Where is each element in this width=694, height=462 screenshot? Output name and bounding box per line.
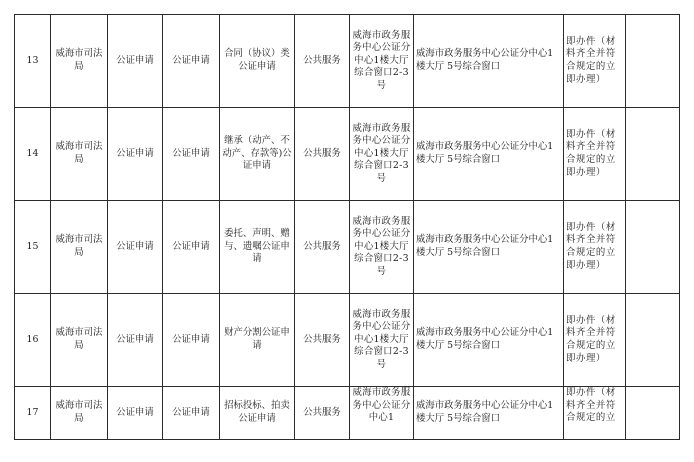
processing-note-cell: 即办件（材料齐全并符合规定的立即办理）	[564, 201, 626, 294]
department-cell: 威海市司法局	[51, 201, 108, 294]
service-table	[14, 14, 680, 440]
subcategory-cell: 公证申请	[163, 201, 220, 294]
item-name-cell: 合同（协议）类公证申请	[220, 15, 295, 108]
service-type-cell: 公共服务	[295, 387, 350, 440]
service-type-cell: 公共服务	[295, 15, 350, 108]
processing-note-cell: 即办件（材料齐全并符合规定的立即办理）	[564, 294, 626, 387]
service-type-cell: 公共服务	[295, 201, 350, 294]
department-cell: 威海市司法局	[51, 294, 108, 387]
item-name-cell: 招标投标、拍卖公证申请	[220, 387, 295, 440]
department-cell: 威海市司法局	[51, 15, 108, 108]
row-number: 15	[15, 201, 51, 294]
location-cell: 威海市政务服务中心公证分中心1楼大厅 综合窗口2-3号	[350, 201, 414, 294]
address-cell: 威海市政务服务中心公证分中心1楼大厅 5号综合窗口	[414, 15, 564, 108]
category-cell: 公证申请	[108, 201, 163, 294]
processing-note-cell: 即办件（材料齐全并符合规定的立即办理）	[564, 15, 626, 108]
address-cell: 威海市政务服务中心公证分中心1楼大厅 5号综合窗口	[414, 387, 564, 440]
category-cell: 公证申请	[108, 15, 163, 108]
department-cell: 威海市司法局	[51, 108, 108, 201]
address-cell: 威海市政务服务中心公证分中心1楼大厅 5号综合窗口	[414, 108, 564, 201]
table-row	[15, 201, 680, 294]
row-number: 13	[15, 15, 51, 108]
department-cell: 威海市司法局	[51, 387, 108, 440]
location-cell: 威海市政务服务中心公证分中心1楼大厅 综合窗口2-3号	[350, 294, 414, 387]
table-row	[15, 387, 680, 440]
subcategory-cell: 公证申请	[163, 387, 220, 440]
empty-cell	[626, 15, 680, 108]
table-row	[15, 15, 680, 108]
row-number: 14	[15, 108, 51, 201]
location-cell: 威海市政务服务中心公证分中心1	[350, 387, 414, 440]
category-cell: 公证申请	[108, 294, 163, 387]
processing-note-cell: 即办件（材料齐全并符合规定的立	[564, 387, 626, 440]
category-cell: 公证申请	[108, 387, 163, 440]
empty-cell	[626, 387, 680, 440]
service-type-cell: 公共服务	[295, 294, 350, 387]
item-name-cell: 委托、声明、赠与、遗嘱公证申请	[220, 201, 295, 294]
table-row	[15, 294, 680, 387]
processing-note-cell: 即办件（材料齐全并符合规定的立即办理）	[564, 108, 626, 201]
location-cell: 威海市政务服务中心公证分中心1楼大厅 综合窗口2-3号	[350, 108, 414, 201]
empty-cell	[626, 108, 680, 201]
subcategory-cell: 公证申请	[163, 294, 220, 387]
empty-cell	[626, 294, 680, 387]
empty-cell	[626, 201, 680, 294]
address-cell: 威海市政务服务中心公证分中心1楼大厅 5号综合窗口	[414, 294, 564, 387]
address-cell: 威海市政务服务中心公证分中心1楼大厅 5号综合窗口	[414, 201, 564, 294]
item-name-cell: 财产分割公证申请	[220, 294, 295, 387]
row-number: 16	[15, 294, 51, 387]
item-name-cell: 继承（动产、不动产、存款等)公证申请	[220, 108, 295, 201]
subcategory-cell: 公证申请	[163, 108, 220, 201]
category-cell: 公证申请	[108, 108, 163, 201]
subcategory-cell: 公证申请	[163, 15, 220, 108]
table-row	[15, 108, 680, 201]
row-number: 17	[15, 387, 51, 440]
location-cell: 威海市政务服务中心公证分中心1楼大厅 综合窗口2-3号	[350, 15, 414, 108]
service-type-cell: 公共服务	[295, 108, 350, 201]
